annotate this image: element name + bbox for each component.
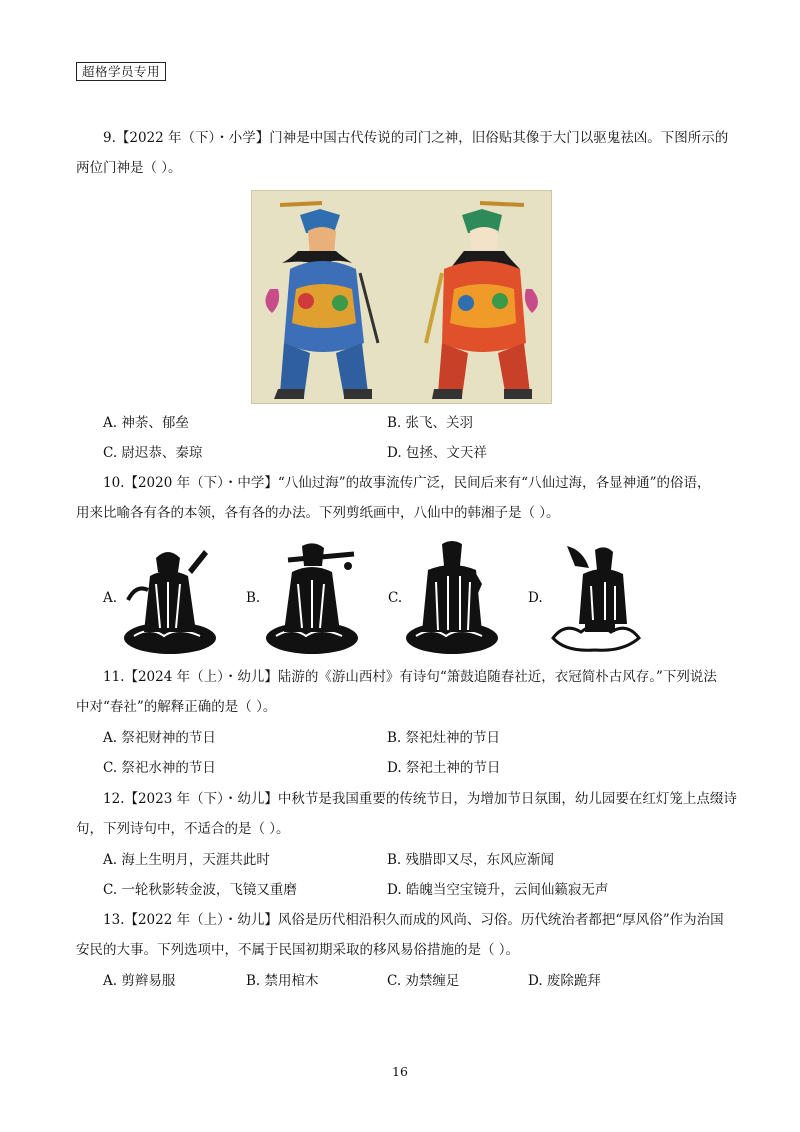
q12-line1: 12.【2023 年（下）・幼儿】中秋节是我国重要的传统节日，为增加节日氛围，幼儿园要在红灯笼上点缀诗 (103, 791, 737, 807)
q13-line2: 安民的大事。下列选项中，不属于民国初期采取的移风易俗措施的是（ ）。 (76, 942, 520, 958)
page-number: 16 (392, 1064, 408, 1079)
q10-line2: 用来比喻各有各的本领，各有各的办法。下列剪纸画中，八仙中的韩湘子是（ ）。 (76, 505, 560, 521)
q9-line1: 9.【2022 年（下）・小学】门神是中国古代传说的司门之神，旧俗贴其像于大门以驱鬼祛凶。下图所示的 (103, 130, 729, 146)
papercut-c-image (402, 540, 502, 658)
papercut-a-image (120, 540, 220, 658)
q10-label-b: B. (246, 590, 261, 606)
q11-option-d: D. 祭祀土神的节日 (387, 760, 501, 776)
q9-option-d: D. 包拯、文天祥 (387, 445, 487, 461)
q11-option-b: B. 祭祀灶神的节日 (387, 730, 501, 746)
papercut-d-image (545, 540, 645, 658)
q12-option-d: D. 皓魄当空宝镜升，云间仙籁寂无声 (387, 882, 609, 898)
door-gods-image (251, 190, 552, 404)
student-only-tag: 超格学员专用 (76, 62, 166, 81)
q13-option-a: A. 剪辫易服 (103, 973, 176, 989)
q12-option-c: C. 一轮秋影转金波，飞镜又重磨 (103, 882, 297, 898)
q13-option-d: D. 废除跪拜 (528, 973, 601, 989)
q12-option-a: A. 海上生明月，天涯共此时 (103, 852, 270, 868)
q9-line2: 两位门神是（ ）。 (76, 160, 182, 176)
q13-line1: 13.【2022 年（上）・幼儿】风俗是历代相沿积久而成的风尚、习俗。历代统治者都把“厚风俗”作为治国 (103, 912, 724, 928)
papercut-b-image (262, 540, 362, 658)
q11-option-c: C. 祭祀水神的节日 (103, 760, 216, 776)
q13-option-b: B. 禁用棺木 (246, 973, 319, 989)
q11-line2: 中对“春社”的解释正确的是（ ）。 (76, 699, 277, 715)
q10-label-a: A. (103, 590, 118, 606)
q9-option-c: C. 尉迟恭、秦琼 (103, 445, 203, 461)
q9-option-a: A. 神荼、郁垒 (103, 415, 189, 431)
q10-label-c: C. (388, 590, 403, 606)
q12-line2: 句，下列诗句中，不适合的是（ ）。 (76, 821, 290, 837)
q11-option-a: A. 祭祀财神的节日 (103, 730, 216, 746)
q10-line1: 10.【2020 年（下）・中学】“八仙过海”的故事流传广泛，民间后来有“八仙过海，各显神通”的俗语， (103, 475, 711, 491)
q9-option-b: B. 张飞、关羽 (387, 415, 474, 431)
q13-option-c: C. 劝禁缠足 (387, 973, 460, 989)
q10-label-d: D. (528, 590, 543, 606)
q11-line1: 11.【2024 年（上）・幼儿】陆游的《游山西村》有诗句“箫鼓追随春社近，衣冠简朴古风存。”下列说法 (103, 669, 717, 685)
q12-option-b: B. 残腊即又尽，东风应渐闻 (387, 852, 555, 868)
